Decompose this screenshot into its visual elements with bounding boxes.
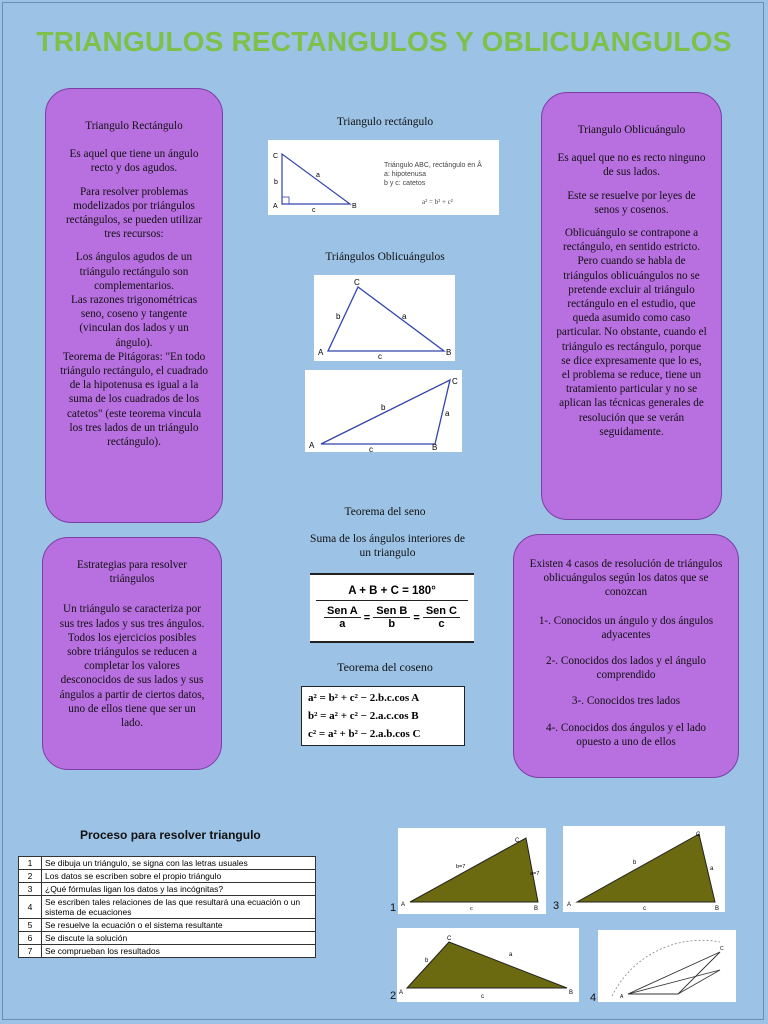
table-row <box>19 932 316 945</box>
step-number: 6 <box>19 932 42 945</box>
side-label: b <box>381 403 386 412</box>
side-label: a <box>509 952 513 958</box>
rectangle-triangle-box <box>45 88 223 523</box>
process-title: Proceso para resolver triangulo <box>80 828 261 842</box>
side-label: c <box>470 906 473 912</box>
example-figure-3 <box>563 826 725 912</box>
step-text: Se escriben tales relaciones de las que resultará una ecuación o un sistema de ecuaciones <box>42 896 316 919</box>
sine-formula-box <box>310 573 474 643</box>
vertex-label: A <box>309 441 315 450</box>
figure-number: 2 <box>390 990 397 1002</box>
circle-triangle-diagram <box>598 930 736 1002</box>
step-text: ¿Qué fórmulas ligan los datos y las incógnitas? <box>42 883 316 896</box>
vertex-label: B <box>352 203 357 210</box>
step-number: 2 <box>19 870 42 883</box>
vertex-label: C <box>452 377 458 386</box>
sine-denominator: a <box>339 618 346 630</box>
side-label: a <box>316 172 320 179</box>
step-number: 7 <box>19 945 42 958</box>
side-label: b <box>336 312 341 321</box>
vertex-label: A <box>318 348 324 357</box>
right-triangle-figure <box>268 140 499 215</box>
obtuse-triangle-diagram <box>305 370 462 452</box>
vertex-label: B <box>715 906 720 912</box>
example-figure-1 <box>398 828 546 914</box>
cosine-formula-line: a² = b² + c² − 2.b.c.cos A <box>308 692 420 704</box>
figure-number: 1 <box>390 902 397 914</box>
case-item: 1-. Conocidos un ángulo y dos ángulos adyacentes <box>538 614 714 641</box>
example-figure-2 <box>397 928 579 1002</box>
angle-sum-formula: A + B + C = 180° <box>316 575 468 601</box>
filled-right-triangle-diagram <box>563 826 725 912</box>
side-label: a <box>402 312 407 321</box>
vertex-label: C <box>720 946 724 952</box>
sine-denominator: b <box>388 618 396 630</box>
side-label: c <box>643 906 646 912</box>
figure-text: Triángulo ABC, rectángulo en Â <box>384 162 482 169</box>
table-row <box>19 857 316 870</box>
vertex-label: C <box>696 832 701 838</box>
step-number: 4 <box>19 896 42 919</box>
sine-numerator: Sen B <box>373 605 410 618</box>
example-figure-4 <box>598 930 736 1002</box>
filled-oblique-triangle-diagram <box>397 928 579 1002</box>
side-label: c <box>312 207 316 214</box>
step-text: Se resuelve la ecuación o el sistema resultante <box>42 919 316 932</box>
oblique-triangle-box <box>541 92 722 520</box>
box-paragraph: Todos los ejercicios posibles sobre triángulos se reducen a completar los valores desconocidos de sus lados y sus ángulos a partir de ciertos datos, uno de ellos tiene que ser un lado. <box>59 631 205 730</box>
vertex-label: C <box>354 278 360 287</box>
figure-number: 4 <box>590 992 597 1004</box>
side-label: b <box>633 860 637 866</box>
side-label: c <box>378 352 382 361</box>
step-number: 5 <box>19 919 42 932</box>
cosine-theorem-caption: Teorema del coseno <box>337 660 433 674</box>
side-label: a=7 <box>530 871 540 877</box>
vertex-label: A <box>273 203 278 210</box>
vertex-label: A <box>399 990 404 996</box>
box-paragraph: Las razones trigonométricas seno, coseno y tangente (vinculan dos lados y un ángulo). <box>70 294 198 349</box>
vertex-label: A <box>620 994 624 1000</box>
box-paragraph: Es aquel que tiene un ángulo recto y dos agudos. <box>69 148 199 175</box>
angle-sum-caption: Suma de los ángulos interiores de un triangulo <box>310 533 465 559</box>
sine-denominator: c <box>438 618 445 630</box>
vertex-label: B <box>569 990 574 996</box>
figure-text: b y c: catetos <box>384 180 426 187</box>
vertex-label: B <box>534 906 539 912</box>
side-label: a <box>445 409 450 418</box>
cases-box <box>513 534 739 778</box>
oblique-triangle-diagram <box>314 275 455 361</box>
vertex-label: B <box>446 348 452 357</box>
process-table <box>18 856 316 958</box>
box-heading: Estrategias para resolver triángulos <box>77 559 187 586</box>
step-number: 1 <box>19 857 42 870</box>
cosine-formula-line: c² = a² + b² − 2.a.b.cos C <box>308 728 421 740</box>
vertex-label: C <box>273 153 279 160</box>
cosine-formula-line: b² = a² + c² − 2.a.c.cos B <box>308 710 419 722</box>
box-heading: Triangulo Rectángulo <box>85 120 183 132</box>
oblique-triangles-caption: Triángulos Oblicuángulos <box>325 251 445 263</box>
vertex-label: C <box>515 838 520 844</box>
sine-numerator: Sen C <box>423 605 460 618</box>
table-row <box>19 870 316 883</box>
side-label: b <box>425 958 429 964</box>
case-item: 2-. Conocidos dos lados y el ángulo comprendido <box>545 655 707 682</box>
sine-theorem-caption: Teorema del seno <box>344 506 426 518</box>
box-paragraph: Este se resuelve por leyes de senos y cosenos. <box>567 189 696 216</box>
process-steps-table <box>18 856 316 958</box>
page-title: TRIANGULOS RECTANGULOS Y OBLICUANGULOS <box>36 26 732 57</box>
table-row <box>19 883 316 896</box>
box-paragraph: Para resolver problemas modelizados por triángulos rectángulos, se pueden utilizar tres recursos: <box>65 185 203 241</box>
right-triangle-diagram <box>268 140 499 215</box>
side-label: c <box>369 445 373 452</box>
step-number: 3 <box>19 883 42 896</box>
box-paragraph: Los ángulos agudos de un triángulo rectángulo son complementarios. <box>75 251 193 292</box>
filled-triangle-diagram <box>398 828 546 914</box>
step-text: Los datos se escriben sobre el propio triángulo <box>42 870 316 883</box>
sine-law-formula: Sen A a = Sen B b = Sen C c <box>310 605 474 630</box>
figure-text: a² = b² + c² <box>422 198 453 206</box>
side-label: a <box>710 866 714 872</box>
figure-text: a: hipotenusa <box>384 171 427 178</box>
box-paragraph: Existen 4 casos de resolución de triángulos oblicuángulos según los datos que se conozcan <box>529 558 723 599</box>
sine-numerator: Sen A <box>324 605 361 618</box>
box-paragraph: Teorema de Pitágoras: "En todo triángulo rectángulo, el cuadrado de la hipotenusa es igual a la suma de los cuadrados de los catetos" (este teorema vincula los tres lados de un triángulo rectángulo). <box>60 350 208 449</box>
right-triangle-caption: Triangulo rectángulo <box>336 116 434 128</box>
side-label: b=7 <box>456 864 466 870</box>
case-item: 3-. Conocidos tres lados <box>571 695 681 708</box>
case-item: 4-. Conocidos dos ángulos y el lado opuesto a uno de ellos <box>545 721 707 748</box>
vertex-label: C <box>447 936 452 942</box>
table-row <box>19 945 316 958</box>
side-label: c <box>481 994 484 1000</box>
box-paragraph: Es aquel que no es recto ninguno de sus lados. <box>557 152 706 179</box>
cosine-formula-box <box>301 686 465 746</box>
oblique-triangle-figure-1 <box>314 275 455 361</box>
strategies-box <box>42 537 222 770</box>
oblique-triangle-figure-2 <box>305 370 462 452</box>
step-text: Se discute la solución <box>42 932 316 945</box>
vertex-label: B <box>432 443 438 452</box>
step-text: Se comprueban los resultados <box>42 945 316 958</box>
table-row <box>19 896 316 919</box>
box-heading: Triangulo Oblicuángulo <box>577 124 686 136</box>
box-paragraph: Un triángulo se caracteriza por sus tres lados y sus tres ángulos. <box>59 603 205 630</box>
side-label: b <box>274 179 278 186</box>
table-row <box>19 919 316 932</box>
step-text: Se dibuja un triángulo, se signa con las letras usuales <box>42 857 316 870</box>
box-paragraph: Oblicuángulo se contrapone a rectángulo, en sentido estricto. Pero cuando se habla de triángulos oblicuángulos no se pretende excluir al triángulo rectángulo en el estudio, que queda asumido como caso particular. No obstante, cuando el triángulo es rectángulo, porque se dice expresamente que lo es, el problema se reduce, tiene un tratamiento particular y no se aplican las técnicas generales de resolución que se verán seguidamente. <box>556 227 707 438</box>
vertex-label: A <box>567 902 572 908</box>
vertex-label: A <box>401 902 406 908</box>
figure-number: 3 <box>553 900 560 912</box>
